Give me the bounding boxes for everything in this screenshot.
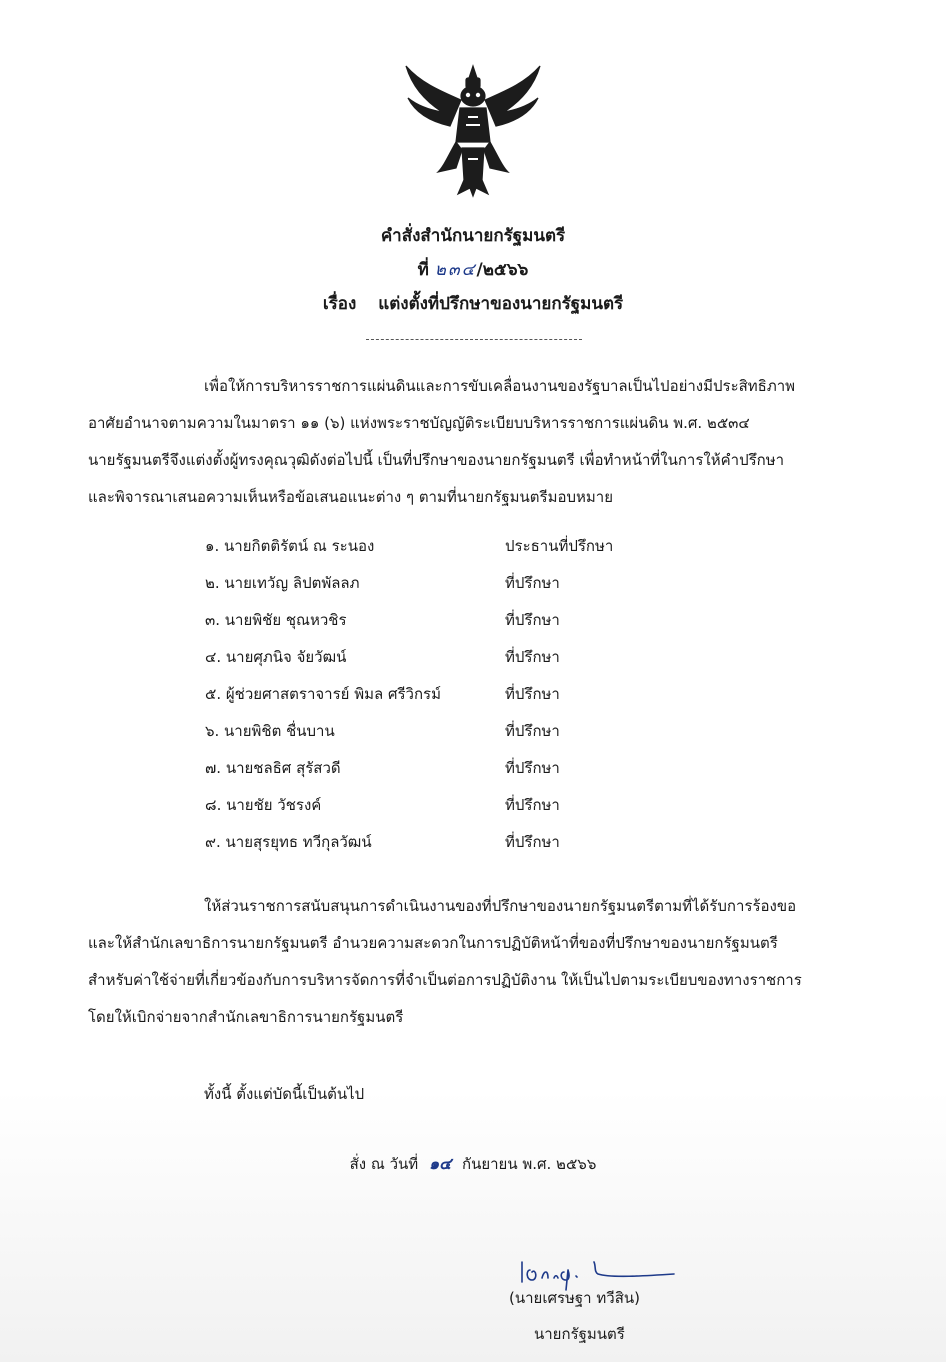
divider (366, 339, 582, 340)
support-line: ให้ส่วนราชการสนับสนุนการดำเนินงานของที่ปรึกษาของนายกรัฐมนตรีตามที่ได้รับการร้องขอ (204, 897, 797, 915)
intro-line: และพิจารณาเสนอความเห็นหรือข้อเสนอแนะต่าง ๆ ตามที่นายกรัฐมนตรีมอบหมาย (88, 488, 613, 506)
advisor-role: ที่ปรึกษา (505, 759, 560, 777)
advisor-name: ๔. นายศุภนิจ จัยวัฒน์ (205, 648, 347, 666)
signer-title: นายกรัฐมนตรี (534, 1325, 625, 1343)
advisor-name: ๑. นายกิตติรัตน์ ณ ระนอง (205, 537, 375, 555)
list-item (205, 750, 805, 787)
advisor-role: ที่ปรึกษา (505, 722, 560, 740)
advisor-role: ที่ปรึกษา (505, 648, 560, 666)
subject-line (0, 290, 946, 317)
advisor-role: ที่ปรึกษา (505, 685, 560, 703)
advisor-role: ที่ปรึกษา (505, 833, 560, 851)
advisor-name: ๒. นายเทวัญ ลิปตพัลลภ (205, 574, 360, 592)
order-title: คำสั่งสำนักนายกรัฐมนตรี (380, 226, 566, 246)
list-item (205, 565, 805, 602)
order-number-handwritten: ๒๓๔ (434, 260, 477, 280)
advisor-name: ๖. นายพิชิต ชื่นบาน (205, 722, 335, 740)
order-number-suffix: /๒๕๖๖ (476, 260, 529, 280)
advisor-name: ๓. นายพิชัย ชุณหวชิร (205, 611, 347, 629)
list-item (205, 787, 805, 824)
effective-text: ทั้งนี้ ตั้งแต่บัดนี้เป็นต้นไป (204, 1085, 365, 1103)
list-item (205, 602, 805, 639)
effective-paragraph (88, 1076, 846, 1113)
intro-paragraph (88, 368, 846, 516)
list-item (205, 639, 805, 676)
support-line: สำหรับค่าใช้จ่ายที่เกี่ยวข้องกับการบริหารจัดการที่จำเป็นต่อการปฏิบัติงาน ให้เป็นไปตามระเบียบของทางราชการ (88, 971, 802, 989)
subject-text: แต่งตั้งที่ปรึกษาของนายกรัฐมนตรี (378, 294, 624, 314)
date-prefix: สั่ง ณ วันที่ (349, 1155, 419, 1173)
advisor-role: ที่ปรึกษา (505, 611, 560, 629)
support-paragraph (88, 888, 846, 1036)
date-suffix: กันยายน พ.ศ. ๒๕๖๖ (461, 1155, 597, 1173)
list-item (205, 676, 805, 713)
signer-name: (นายเศรษฐา ทวีสิน) (509, 1289, 640, 1307)
order-number (0, 256, 946, 283)
date-day-handwritten: ๑๔ (428, 1154, 452, 1173)
advisor-name: ๘. นายชัย วัชรงค์ (205, 796, 322, 814)
advisor-name: ๕. ผู้ช่วยศาสตราจารย์ พิมล ศรีวิกรม์ (205, 685, 441, 703)
advisor-role: ที่ปรึกษา (505, 796, 560, 814)
order-number-prefix: ที่ (417, 260, 429, 280)
advisor-name: ๗. นายชลธิศ สุรัสวดี (205, 759, 341, 777)
support-line: และให้สำนักเลขาธิการนายกรัฐมนตรี อำนวยความสะดวกในการปฏิบัติหน้าที่ของที่ปรึกษาของนายกรัฐมนตรี (88, 934, 778, 952)
list-item (205, 824, 805, 861)
list-item (205, 713, 805, 750)
subject-label: เรื่อง (322, 294, 357, 314)
advisor-name: ๙. นายสุรยุทธ ทวีกุลวัฒน์ (205, 833, 372, 851)
advisor-list (205, 528, 805, 861)
support-line: โดยให้เบิกจ่ายจากสำนักเลขาธิการนายกรัฐมนตรี (88, 1008, 404, 1026)
list-item (205, 528, 805, 565)
advisor-role: ที่ปรึกษา (505, 574, 560, 592)
advisor-role: ประธานที่ปรึกษา (505, 537, 614, 555)
garuda-emblem-icon (398, 60, 548, 200)
intro-line: อาศัยอำนาจตามความในมาตรา ๑๑ (๖) แห่งพระราชบัญญัติระเบียบบริหารราชการแผ่นดิน พ.ศ. ๒๕๓๔ (88, 414, 750, 432)
intro-line: เพื่อให้การบริหารราชการแผ่นดินและการขับเคลื่อนงานของรัฐบาลเป็นไปอย่างมีประสิทธิภาพ (204, 377, 796, 395)
intro-line: นายรัฐมนตรีจึงแต่งตั้งผู้ทรงคุณวุฒิดังต่อไปนี้ เป็นที่ปรึกษาของนายกรัฐมนตรี เพื่อทำหน้าที่ในการให้คำปรึกษา (88, 451, 785, 469)
order-date (0, 1152, 946, 1177)
